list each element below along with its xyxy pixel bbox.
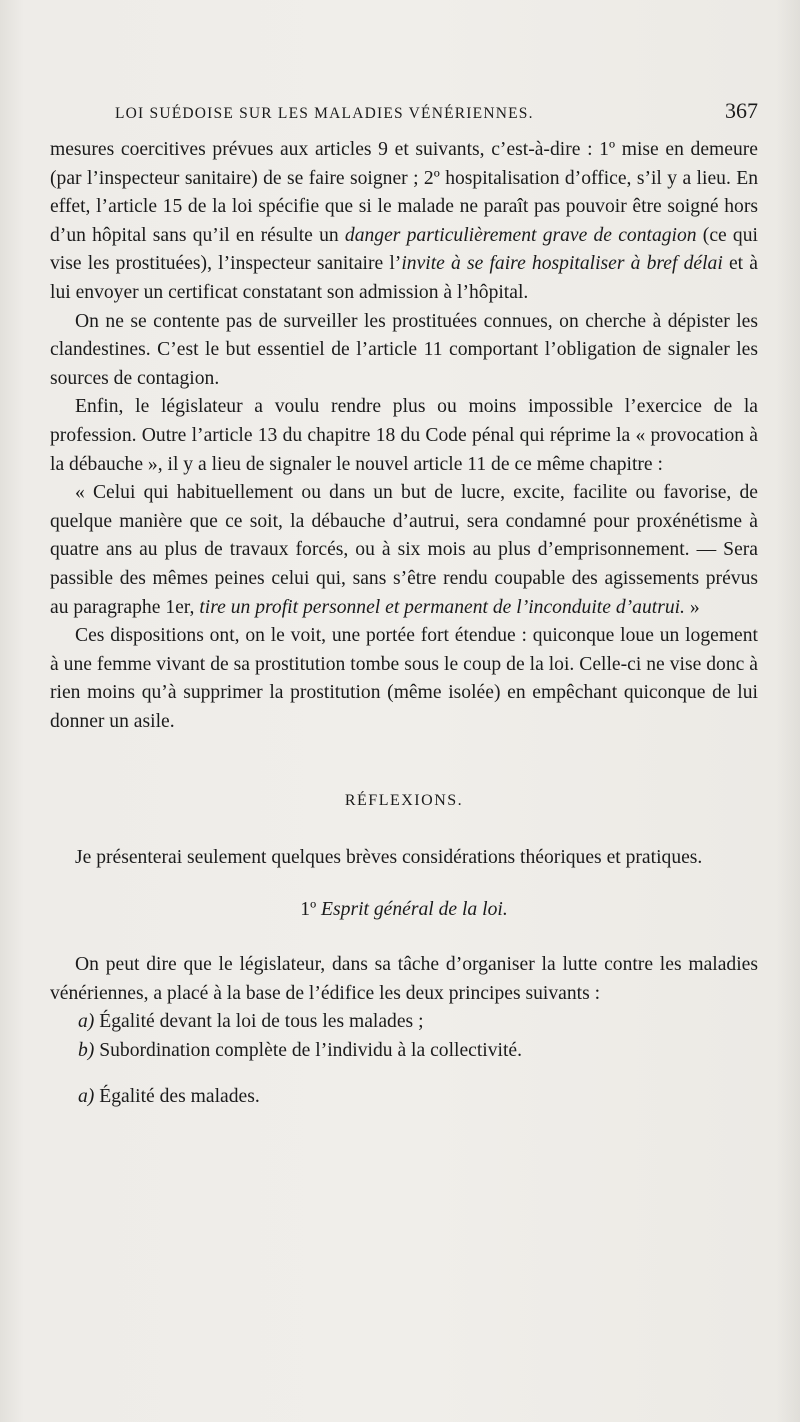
list-marker: a) [78,1011,95,1033]
paragraph-considerations: Je présenterai seulement quelques brèves considérations théoriques et pratiques. [75,847,703,869]
list-item [50,1037,758,1066]
text-run: et à lui envoyer un certificat constatant son admission à l’hôpital. [50,253,758,303]
section-title: RÉFLEXIONS. [344,792,464,810]
text-run: « Celui qui habituellement ou dans un but de lucre, excite, facilite ou favorise, de quelque manière que ce soit, la débauche d’autrui, sera condamné pour proxénétisme à quatre ans au plus de travaux forcés, ou à six mois au plus d’emprisonnement. — Sera passible des mêmes peines celui qui, sans s’être rendu coupable des agissements prévus au paragraphe 1er, [50,482,758,618]
page-number: 367 [725,98,758,123]
subsection-number: 1º [300,899,322,921]
subheading-equality [50,1083,758,1112]
paragraph-legislator: Enfin, le législateur a voulu rendre plus ou moins impossible l’exercice de la profession. Outre l’article 13 du chapitre 18 du Code pénal qui réprime la « provocation à la débauche », il y a lieu de signaler le nouvel article 11 de ce même chapitre : [50,396,758,475]
list-text: Égalité devant la loi de tous les malades ; [94,1011,424,1033]
text-run: mesures coercitives prévues aux articles 9 et suivants, c’est-à-dire : 1º mise en demeure (par l’inspecteur sanitaire) de se faire soigner ; 2º hospitalisation d’office, s’il y a lieu. En effet, l’article 15 de la loi spécifie que si le malade ne paraît pas pouvoir être soigné hors d’un hôpital sans qu’il en résulte un [50,139,758,246]
paragraph-clandestines: On ne se contente pas de surveiller les prostituées connues, on cherche à dépister les clandestines. C’est le but essentiel de l’article 11 comportant l’obligation de signaler les sources de contagion. [50,310,758,389]
list-text: Égalité des malades. [94,1086,260,1108]
italic-run: danger particulièrement grave de contagion [344,224,697,246]
list-marker: a) [78,1086,95,1108]
paragraph-principles: On peut dire que le législateur, dans sa tâche d’organiser la lutte contre les maladies vénériennes, a placé à la base de l’édifice les deux principes suivants : [50,954,758,1004]
text-run: (ce qui vise les prostituées), l’inspecteur sanitaire l’ [50,224,758,275]
running-head: LOI SUÉDOISE SUR LES MALADIES VÉNÉRIENNES. [115,105,534,122]
list-marker: b) [78,1039,95,1061]
page-header [50,98,758,124]
italic-run: tire un profit personnel et permanent de l’inconduite d’autrui. [199,596,685,618]
subsection-heading: Esprit général de la loi. [321,899,508,921]
text-run: » [684,596,700,618]
paragraph-quotation [50,479,758,622]
paragraph-coercive-measures [50,136,758,308]
italic-run: invite à se faire hospitaliser à bref délai [401,253,723,275]
list-item [50,1008,758,1037]
subsection-title [50,899,758,921]
list-text: Subordination complète de l’individu à la collectivité. [94,1039,523,1061]
paragraph-dispositions: Ces dispositions ont, on le voit, une portée fort étendue : quiconque loue un logement à une femme vivant de sa prostitution tombe sous le coup de la loi. Celle-ci ne vise donc à rien moins qu’à supprimer la prostitution (même isolée) en empêchant quiconque de lui donner un asile. [50,625,758,732]
